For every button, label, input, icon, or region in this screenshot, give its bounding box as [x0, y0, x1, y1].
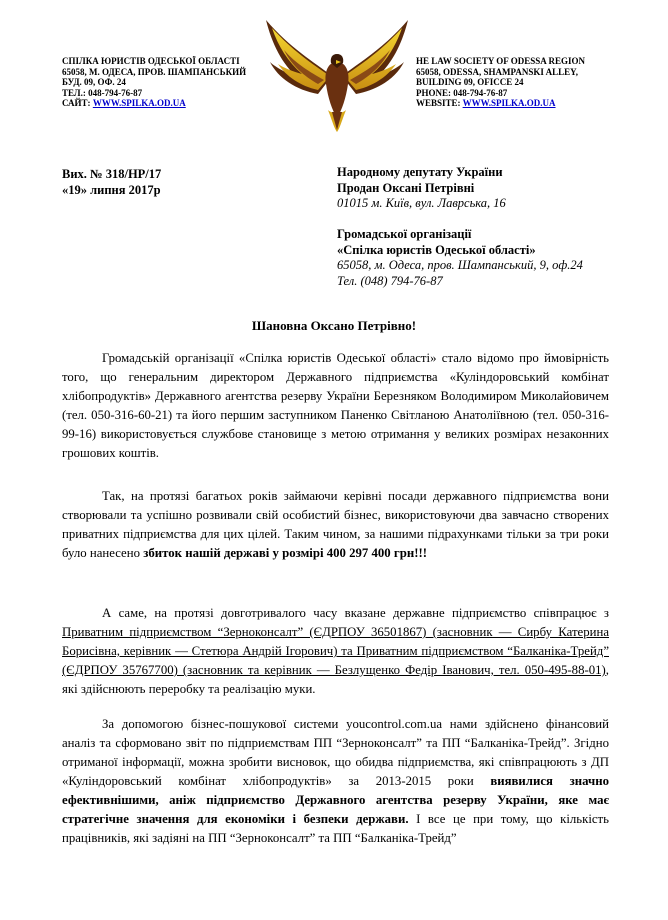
outgoing-date: «19» липня 2017р: [62, 183, 161, 197]
site-label: САЙТ:: [62, 98, 93, 108]
org-phone-en: PHONE: 048-794-76-87: [416, 87, 508, 98]
paragraph-4-text: За допомогою бізнес-пошукової системи youcontrol.com.ua нами здійснено фінансовий аналіз та сформовано звіт по підприємствам ПП “Зерноконсалт” та ПП “Балканiка-Трейд”. Згідно отриманої інформації, можна зробити висновок, що обидва підприємства, які співпрацюють з ДП «Кулiндоровський комбiнат хлiбопродуктiв» за 2013-2015 роки: [62, 717, 609, 788]
salutation: Шановна Оксано Петрівно!: [251, 318, 417, 333]
paragraph-2: [62, 487, 609, 563]
site-label: WEBSITE:: [416, 98, 463, 108]
org-address-uk: 65058, М. ОДЕСА, ПРОВ. ШАМПАНСЬКИЙ: [62, 66, 247, 77]
paragraph-3-text: А саме, на протязі довготривалого часу вказане державне підприємство співпрацює з: [102, 606, 609, 620]
sender-block: [337, 227, 583, 289]
org-address-en: 65058, ODESSA, SHAMPANSKI ALLEY,: [416, 66, 579, 77]
outgoing-reference: [62, 166, 161, 198]
paragraph-1: [62, 349, 609, 463]
letterhead-right: [416, 56, 616, 109]
paragraph-2-text: Так, на протязі багатьох років займаючи керівні посади державного підприємства вони створювали та успішно розвивали свій особистий бізнес, використовуючи два завчасно створених приватних підприємства для цих цілей. Таким чином, за нашими підрахунками тільки за три роки було нанесено: [62, 489, 609, 560]
org-name-en: HE LAW SOCIETY OF ODESSA REGION: [416, 56, 585, 66]
companies-underlined: Приватним підприємством “Зерноконсалт” (ЄДРПОУ 36501867) (засновник — Сирбу Катерина Борисівна, керівник — Стетюра Андрій Ігорович) та Приватним підприємством “Балканiка-Трейд” (ЄДРПОУ 35767700) (засновник та керівник — Безлущенко Федір Іванович, тел. 050-495-88-01): [62, 625, 609, 677]
org-site-en: [416, 98, 616, 109]
damage-amount: збиток нашій державі у розмірі 400 297 400 грн!!!: [143, 546, 427, 560]
org-phone-uk: ТЕЛ.: 048-794-76-87: [62, 87, 143, 98]
org-building-uk: БУД. 09, ОФ. 24: [62, 77, 126, 87]
recipient-block: [337, 165, 506, 212]
sender-phone: Тел. (048) 794-76-87: [337, 273, 443, 288]
paragraph-1-text: Громадській організації «Спілка юристів Одеської області» стало відомо про ймовірність того, що генеральним директором Державного підприємства «Кулiндоровський комбiнат хлiбопродуктiв» Державного агентства резерву України Березняком Володимиром Миколайовичем (тел. 050-316-60-21) та його першим заступником Паненко Світланою Анатоліївною (тел. 050-316-99-16) використовується службове становище з метою отримання у великих розмірах незаконних грошових коштів.: [62, 351, 609, 460]
recipient-name: Продан Оксані Петрівні: [337, 180, 475, 195]
paragraph-4-bold: виявилися значно ефективнішими, аніж підприємство Державного агентства резерву України, яке має стратегічне значення для економіки і безпеки держави.: [62, 774, 609, 826]
org-building-en: BUILDING 09, OFICCE 24: [416, 77, 524, 87]
eagle-logo-icon: [262, 14, 412, 132]
site-link-en[interactable]: WWW.SPILKA.OD.UA: [462, 98, 556, 108]
paragraph-3: [62, 604, 609, 699]
sender-type: Громадської організації: [337, 227, 472, 241]
recipient-address: 01015 м. Київ, вул. Лаврська, 16: [337, 196, 506, 210]
outgoing-number: Вих. № 318/НР/17: [62, 167, 162, 181]
sender-address: 65058, м. Одеса, пров. Шампанський, 9, оф.24: [337, 258, 583, 272]
sender-name: «Спілка юристів Одеської області»: [337, 242, 536, 257]
paragraph-4: [62, 715, 609, 848]
site-link-uk[interactable]: WWW.SPILKA.OD.UA: [92, 98, 186, 108]
letterhead-left: [62, 56, 262, 109]
paragraph-4-end: І все це при тому, що кількість працівників, які задіяні на ПП “Зерноконсалт” та ПП “Балканiка-Трейд”: [62, 812, 609, 845]
org-site-uk: [62, 98, 262, 109]
org-name-uk: СПІЛКА ЮРИСТІВ ОДЕСЬКОЇ ОБЛАСТІ: [62, 56, 240, 66]
paragraph-3-end: , які здійснюють переробку та реалізацію муки.: [62, 663, 609, 696]
recipient-title: Народному депутату України: [337, 165, 503, 179]
